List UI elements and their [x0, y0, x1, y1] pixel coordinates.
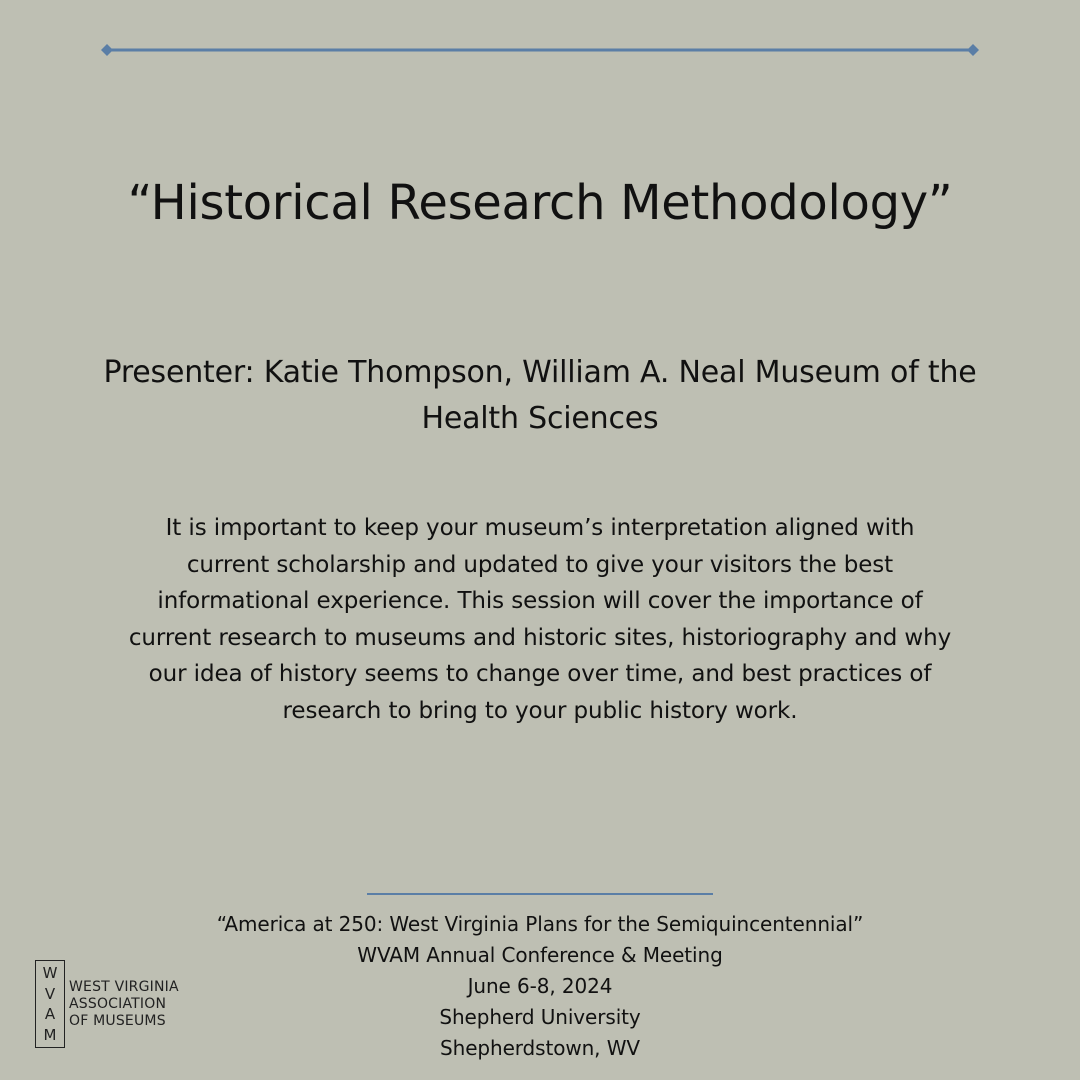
description-line: informational experience. This session will cover the importance of	[157, 588, 923, 614]
top-decorative-rule	[100, 43, 980, 57]
wvam-logo-monogram	[35, 960, 65, 1048]
logo-letter: V	[44, 984, 56, 1003]
presenter-line-1: Presenter: Katie Thompson, William A. Neal Museum of the	[103, 355, 977, 390]
footer-divider	[367, 893, 713, 895]
conference-city: Shepherdstown, WV	[440, 1036, 640, 1060]
description-line: It is important to keep your museum’s interpretation aligned with	[165, 515, 915, 541]
description-line: our idea of history seems to change over time, and best practices of	[148, 661, 932, 687]
description-line: research to bring to your public history work.	[282, 697, 798, 724]
logo-letter: A	[44, 1005, 56, 1024]
wvam-logo-wordmark	[69, 979, 179, 1030]
description-line: current research to museums and historic sites, historiography and why	[128, 624, 952, 651]
conference-venue: Shepherd University	[439, 1005, 641, 1029]
wvam-logo	[35, 960, 179, 1048]
logo-letter: M	[43, 1025, 57, 1044]
logo-letter: W	[42, 964, 58, 983]
conference-footer	[140, 909, 940, 1064]
description-line: current scholarship and updated to give your visitors the best	[186, 551, 894, 578]
presenter-info	[40, 350, 1040, 442]
conference-theme: “America at 250: West Virginia Plans for the Semiquincentennial”	[216, 912, 864, 936]
session-description	[80, 510, 1000, 729]
presenter-line-2: Health Sciences	[421, 401, 659, 436]
logo-text-line: ASSOCIATION	[69, 995, 167, 1012]
session-title: “Historical Research Methodology”	[127, 175, 953, 231]
conference-event: WVAM Annual Conference & Meeting	[357, 943, 723, 967]
logo-text-line: OF MUSEUMS	[69, 1012, 166, 1029]
conference-dates: June 6-8, 2024	[467, 974, 613, 998]
logo-text-line: WEST VIRGINIA	[69, 978, 179, 995]
